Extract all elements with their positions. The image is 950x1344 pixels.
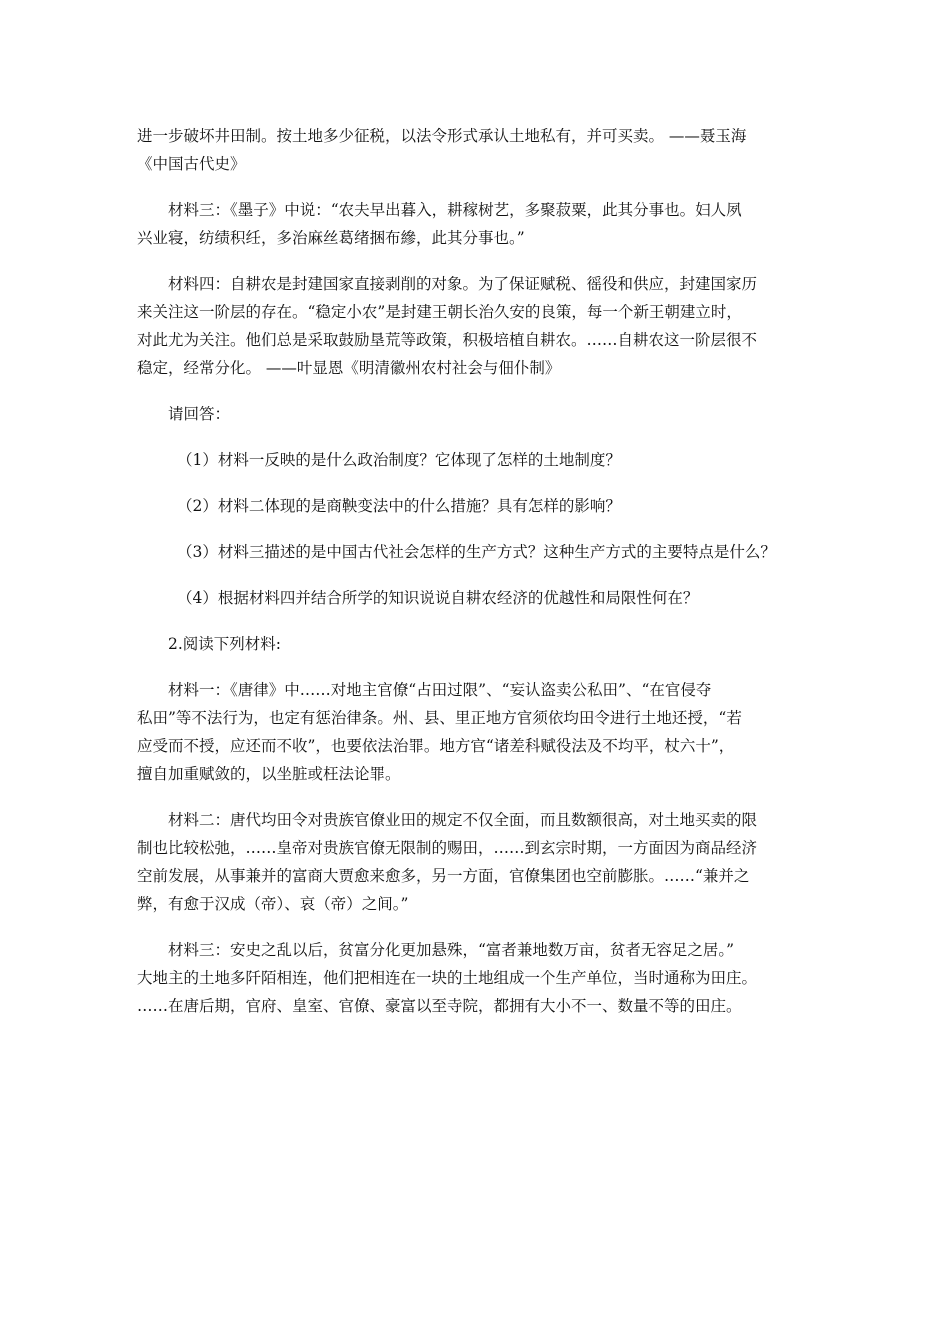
text-line: 材料三：安史之乱以后，贫富分化更加悬殊，“富者兼地数万亩，贫者无容足之居。” — [168, 941, 735, 959]
answer-prompt: 请回答： — [168, 405, 231, 423]
text-line: 对此尤为关注。他们总是采取鼓励垦荒等政策，积极培植自耕农。……自耕农这一阶层很不 — [137, 331, 758, 349]
paragraph-material-4 — [137, 270, 813, 382]
text-line: 进一步破坏井田制。按土地多少征税，以法令形式承认土地私有，并可买卖。 ——聂玉海 — [137, 127, 747, 145]
text-line: 稳定，经常分化。 ——叶显恩《明清徽州农村社会与佃仆制》 — [137, 359, 561, 377]
text-line: 空前发展，从事兼并的富商大贾愈来愈多，另一方面，官僚集团也空前膨胀。……“兼并之 — [137, 867, 750, 885]
paragraph-tang-material-2 — [137, 806, 813, 918]
text-line: 大地主的土地多阡陌相连，他们把相连在一块的土地组成一个生产单位，当时通称为田庄。 — [137, 969, 758, 987]
document-body — [137, 122, 813, 1038]
question-2: （2）材料二体现的是商鞅变法中的什么措施？具有怎样的影响？ — [177, 497, 621, 515]
text-line: ……在唐后期，官府、皇室、官僚、豪富以至寺院，都拥有大小不一、数量不等的田庄。 — [137, 997, 742, 1015]
text-line: 《中国古代史》 — [137, 155, 246, 173]
text-line: 材料四：自耕农是封建国家直接剥削的对象。为了保证赋税、徭役和供应，封建国家历 — [168, 275, 758, 293]
paragraph-tang-material-3 — [137, 936, 813, 1020]
paragraph-tang-material-1 — [137, 676, 813, 788]
question-3: （3）材料三描述的是中国古代社会怎样的生产方式？这种生产方式的主要特点是什么？ — [177, 543, 776, 561]
text-line: 来关注这一阶层的存在。“稳定小农”是封建王朝长治久安的良策，每一个新王朝建立时， — [137, 303, 742, 321]
text-line: 擅自加重赋敛的，以坐脏或枉法论罪。 — [137, 765, 401, 783]
text-line: 弊，有愈于汉成（帝）、哀（帝）之间。” — [137, 895, 409, 913]
question-4: （4）根据材料四并结合所学的知识说说自耕农经济的优越性和局限性何在？ — [177, 589, 699, 607]
text-line: 材料一：《唐律》中……对地主官僚“占田过限”、“妄认盗卖公私田”、“在官侵夺 — [168, 681, 712, 699]
section-2-heading: 2.阅读下列材料: — [168, 635, 282, 653]
text-line: 兴业寝，纺绩积纴，多治麻丝葛绪捆布縿，此其分事也。” — [137, 229, 525, 247]
question-1: （1）材料一反映的是什么政治制度？它体现了怎样的土地制度？ — [177, 451, 621, 469]
text-line: 材料二：唐代均田令对贵族官僚业田的规定不仅全面，而且数额很高，对土地买卖的限 — [168, 811, 758, 829]
text-line: 材料三：《墨子》中说：“农夫早出暮入，耕稼树艺，多聚菽粟，此其分事也。妇人夙 — [168, 201, 742, 219]
text-line: 私田”等不法行为，也定有惩治律条。州、县、里正地方官须依均田令进行土地还授，“若 — [137, 709, 742, 727]
text-line: 制也比较松弛，……皇帝对贵族官僚无限制的赐田，……到玄宗时期，一方面因为商品经济 — [137, 839, 758, 857]
paragraph-material-3 — [137, 196, 813, 252]
text-line: 应受而不授，应还而不收”，也要依法治罪。地方官“诸差科赋役法及不均平，杖六十”， — [137, 737, 735, 755]
paragraph-1 — [137, 122, 813, 178]
